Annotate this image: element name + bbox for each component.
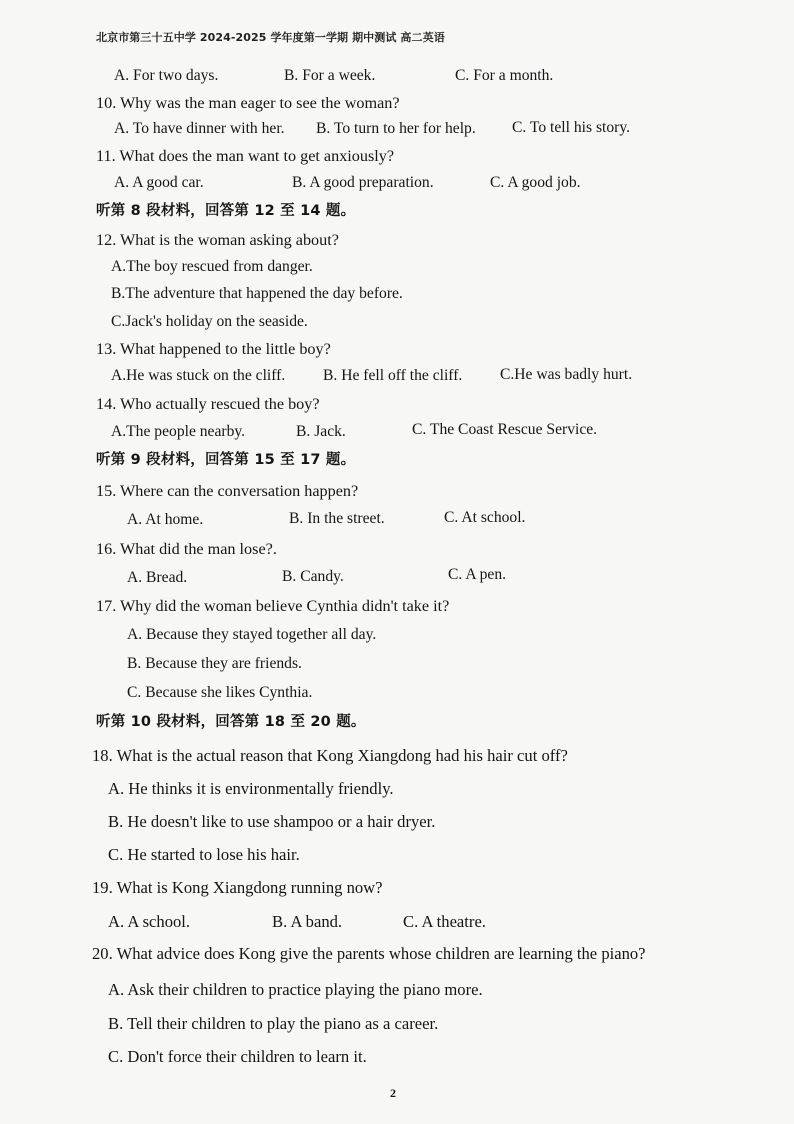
q10-option-a: A. To have dinner with her. — [114, 120, 285, 137]
q13-option-a: A.He was stuck on the cliff. — [111, 367, 286, 384]
q16-option-b: B. Candy. — [282, 568, 344, 585]
q19-option-b: B. A band. — [272, 912, 343, 931]
q16-option-a: A. Bread. — [127, 569, 188, 586]
page-number: 2 — [390, 1086, 396, 1100]
question-14: 14. Who actually rescued the boy? — [96, 395, 320, 413]
q17-option-a: A. Because they stayed together all day. — [127, 626, 377, 643]
q10-option-c: C. To tell his story. — [512, 119, 631, 136]
question-13: 13. What happened to the little boy? — [96, 340, 331, 358]
q14-option-b: B. Jack. — [296, 423, 346, 440]
q12-option-a: A.The boy rescued from danger. — [111, 258, 313, 275]
q13-option-b: B. He fell off the cliff. — [323, 367, 463, 384]
question-11: 11. What does the man want to get anxiously? — [96, 147, 395, 165]
question-19: 19. What is Kong Xiangdong running now? — [92, 878, 383, 897]
question-10: 10. Why was the man eager to see the woman? — [96, 94, 400, 112]
q9-option-c: C. For a month. — [455, 67, 554, 84]
q15-option-a: A. At home. — [127, 511, 204, 528]
q13-option-c: C.He was badly hurt. — [500, 366, 633, 383]
q9-option-a: A. For two days. — [114, 67, 219, 84]
question-12: 12. What is the woman asking about? — [96, 231, 339, 249]
q11-option-b: B. A good preparation. — [292, 174, 434, 191]
q18-option-a: A. He thinks it is environmentally friendly. — [108, 779, 394, 798]
q18-option-b: B. He doesn't like to use shampoo or a hair dryer. — [108, 812, 436, 831]
question-15: 15. Where can the conversation happen? — [96, 482, 359, 500]
q14-option-c: C. The Coast Rescue Service. — [412, 421, 598, 438]
q12-option-b: B.The adventure that happened the day before. — [111, 285, 403, 302]
q10-option-b: B. To turn to her for help. — [316, 120, 476, 137]
q20-option-b: B. Tell their children to play the piano as a career. — [108, 1014, 439, 1033]
page-header: 北京市第三十五中学 2024-2025 学年度第一学期 期中测试 高二英语 — [96, 31, 445, 44]
q18-option-c: C. He started to lose his hair. — [108, 845, 300, 864]
question-18: 18. What is the actual reason that Kong Xiangdong had his hair cut off? — [92, 746, 568, 765]
section-9-instruction: 听第 9 段材料，回答第 15 至 17 题。 — [96, 452, 356, 468]
question-17: 17. Why did the woman believe Cynthia didn't take it? — [96, 597, 450, 615]
q17-option-b: B. Because they are friends. — [127, 655, 302, 672]
q17-option-c: C. Because she likes Cynthia. — [127, 684, 313, 701]
q14-option-a: A.The people nearby. — [111, 423, 246, 440]
q19-option-c: C. A theatre. — [403, 912, 486, 931]
question-16: 16. What did the man lose?. — [96, 540, 277, 558]
q16-option-c: C. A pen. — [448, 566, 507, 583]
q9-option-b: B. For a week. — [284, 67, 376, 84]
section-10-instruction: 听第 10 段材料，回答第 18 至 20 题。 — [96, 714, 366, 730]
q12-option-c: C.Jack's holiday on the seaside. — [111, 313, 308, 330]
q20-option-c: C. Don't force their children to learn it. — [108, 1047, 367, 1066]
q11-option-a: A. A good car. — [114, 174, 204, 191]
q11-option-c: C. A good job. — [490, 174, 581, 191]
question-20: 20. What advice does Kong give the parents whose children are learning the piano? — [92, 944, 646, 963]
q15-option-c: C. At school. — [444, 509, 526, 526]
q19-option-a: A. A school. — [108, 912, 191, 931]
q15-option-b: B. In the street. — [289, 510, 385, 527]
section-8-instruction: 听第 8 段材料，回答第 12 至 14 题。 — [96, 203, 356, 219]
q20-option-a: A. Ask their children to practice playing the piano more. — [108, 980, 483, 999]
